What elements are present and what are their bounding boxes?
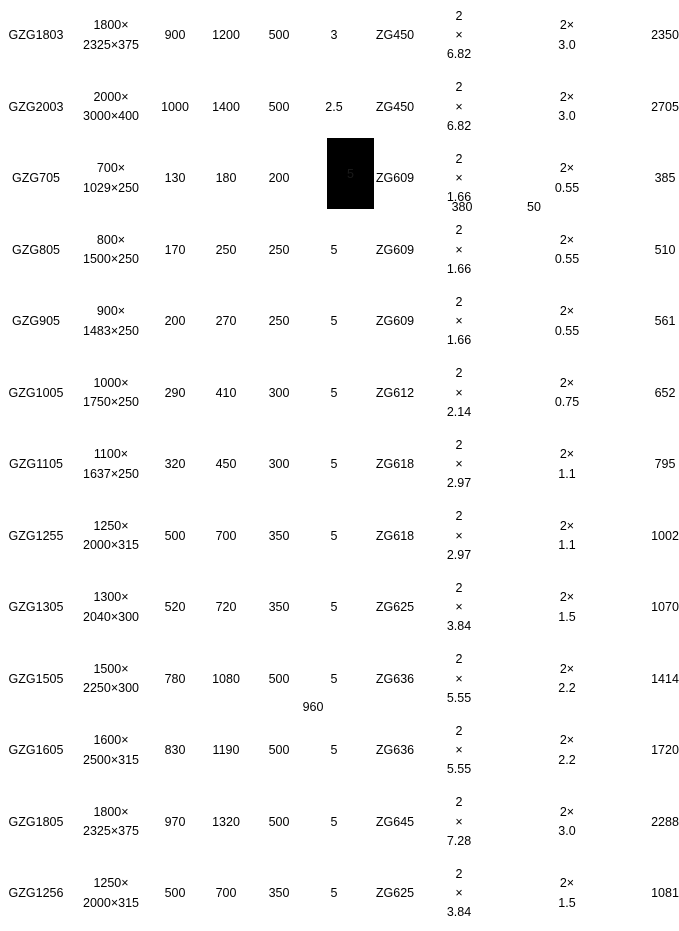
cell-current [538,215,596,287]
cell-motor-model: ZG625 [375,886,415,901]
cell-blank [596,143,641,215]
cell-motor-model: ZG618 [375,528,415,543]
cell-motor-model: ZG645 [375,814,415,829]
size-line-1: 1500× [93,661,129,676]
cell-power [428,644,490,716]
size-line-2: 2000×315 [83,895,139,910]
table-row [0,429,679,501]
cell-capacity-a: 290 [164,385,186,400]
cell-motor-model: ZG609 [375,242,415,257]
power-top: 2 [455,866,463,881]
power-mid: × [455,528,463,543]
cell-model: GZG1105 [9,457,63,472]
power-bottom: 3.84 [446,619,472,634]
cell-motor-model: ZG450 [375,99,415,114]
cell-power [428,858,490,930]
cell-amplitude: 5 [330,385,338,400]
power-top: 2 [455,8,463,23]
size-line-2: 2000×315 [83,538,139,553]
cell-weight: 1081 [651,886,679,901]
cell-capacity-b: 720 [215,600,237,615]
current-top: 2× [559,590,575,605]
cell-capacity-b: 1400 [212,99,240,114]
power-mid: × [455,743,463,758]
cell-size [72,358,150,430]
current-top: 2× [559,89,575,104]
cell-extra [490,787,538,859]
table-row [0,72,679,144]
power-mid: × [455,314,463,329]
cell-extra [490,72,538,144]
current-bottom: 3.0 [558,109,576,124]
cell-model: GZG705 [12,171,60,186]
cell-current [538,787,596,859]
cell-weight: 1414 [651,671,679,686]
current-bottom: 0.55 [554,323,580,338]
cell-power [428,72,490,144]
cell-size [72,0,150,72]
cell-power [428,358,490,430]
cell-motor-model: ZG636 [375,743,415,758]
cell-blank [596,358,641,430]
size-line-2: 1029×250 [83,180,139,195]
power-bottom: 5.55 [446,690,472,705]
cell-blank [596,501,641,573]
cell-model: GZG1256 [8,886,64,901]
cell-current [538,858,596,930]
cell-capacity-a: 130 [164,171,186,186]
cell-feed-size: 350 [268,886,290,901]
merged-value-50: 50 [527,200,541,214]
size-line-1: 1800× [93,804,129,819]
cell-capacity-a: 970 [164,814,186,829]
power-top: 2 [455,437,463,452]
cell-current [538,72,596,144]
power-bottom: 2.14 [446,404,472,419]
table-row [0,501,679,573]
cell-capacity-b: 700 [215,886,237,901]
cell-feed-size: 500 [268,814,290,829]
cell-extra [490,501,538,573]
cell-feed-size: 250 [268,314,290,329]
cell-model: GZG1803 [8,28,64,43]
cell-model: GZG1255 [8,528,64,543]
power-bottom: 7.28 [446,833,472,848]
table-row [0,0,679,72]
cell-power [428,429,490,501]
size-line-2: 2325×375 [83,824,139,839]
power-bottom: 3.84 [446,905,472,920]
size-line-1: 800× [96,232,126,247]
cell-power [428,715,490,787]
cell-feed-size: 250 [268,242,290,257]
cell-extra [490,429,538,501]
power-bottom: 6.82 [446,118,472,133]
size-line-1: 700× [96,161,126,176]
cell-extra [490,215,538,287]
cell-current [538,715,596,787]
cell-feed-size: 300 [268,457,290,472]
table-row [0,286,679,358]
cell-model: GZG1605 [8,743,64,758]
cell-amplitude: 5 [330,528,338,543]
cell-size [72,715,150,787]
cell-feed-size: 350 [268,600,290,615]
cell-blank [596,644,641,716]
current-bottom: 0.55 [554,252,580,267]
cell-feed-size: 300 [268,385,290,400]
cell-model: GZG905 [12,314,60,329]
table-row [0,715,679,787]
cell-capacity-a: 500 [164,886,186,901]
cell-blank [596,72,641,144]
current-bottom: 0.75 [554,395,580,410]
cell-current [538,644,596,716]
cell-amplitude: 5 [330,457,338,472]
cell-blank [596,572,641,644]
cell-power [428,215,490,287]
size-line-1: 1250× [93,518,129,533]
current-top: 2× [559,375,575,390]
power-top: 2 [455,223,463,238]
cell-capacity-b: 1320 [212,814,240,829]
current-bottom: 0.55 [554,180,580,195]
cell-capacity-a: 900 [164,28,186,43]
cell-current [538,501,596,573]
size-line-1: 1100× [93,447,129,462]
cell-extra [490,0,538,72]
cell-weight: 2705 [651,99,679,114]
cell-size [72,644,150,716]
cell-amplitude: 5 [330,671,338,686]
cell-feed-size: 350 [268,528,290,543]
power-top: 2 [455,294,463,309]
cell-capacity-b: 700 [215,528,237,543]
table-row [0,215,679,287]
cell-blank [596,858,641,930]
cell-model: GZG1505 [8,671,64,686]
power-top: 2 [455,795,463,810]
cell-capacity-a: 780 [164,671,186,686]
cell-capacity-b: 250 [215,242,237,257]
cell-power [428,501,490,573]
current-bottom: 2.2 [558,752,576,767]
cell-capacity-b: 1080 [212,671,240,686]
current-bottom: 1.5 [558,895,576,910]
size-line-2: 2500×315 [83,752,139,767]
cell-capacity-b: 410 [215,385,237,400]
current-bottom: 3.0 [558,824,576,839]
power-top: 2 [455,580,463,595]
size-line-1: 1800× [93,18,129,33]
cell-motor-model: ZG450 [375,28,415,43]
size-line-1: 1300× [93,590,129,605]
power-top: 2 [455,723,463,738]
cell-capacity-a: 520 [164,600,186,615]
cell-weight: 510 [654,242,676,257]
cell-amplitude: 5 [330,314,338,329]
cell-size [72,858,150,930]
size-line-2: 2250×300 [83,681,139,696]
cell-model: GZG805 [12,242,60,257]
cell-size [72,215,150,287]
cell-capacity-a: 320 [164,457,186,472]
current-bottom: 2.2 [558,681,576,696]
cell-capacity-b: 180 [215,171,237,186]
cell-feed-size: 200 [268,171,290,186]
cell-weight: 1720 [651,743,679,758]
current-bottom: 1.1 [558,538,576,553]
power-bottom: 1.66 [446,261,472,276]
cell-current [538,429,596,501]
cell-capacity-b: 270 [215,314,237,329]
current-bottom: 3.0 [558,37,576,52]
size-line-2: 1637×250 [83,466,139,481]
cell-model: GZG1805 [8,814,64,829]
size-line-2: 3000×400 [83,109,139,124]
cell-motor-model: ZG609 [375,314,415,329]
cell-size [72,787,150,859]
table-row [0,358,679,430]
cell-capacity-b: 1200 [212,28,240,43]
current-bottom: 1.1 [558,466,576,481]
merged-value-380: 380 [451,200,473,214]
table-row [0,644,679,716]
power-bottom: 6.82 [446,47,472,62]
cell-motor-model: ZG625 [375,600,415,615]
power-mid: × [455,457,463,472]
current-top: 2× [559,232,575,247]
cell-power [428,0,490,72]
cell-blank [596,787,641,859]
size-line-1: 1250× [93,876,129,891]
cell-capacity-b: 450 [215,457,237,472]
cell-extra [490,358,538,430]
cell-current [538,286,596,358]
size-line-2: 1750×250 [83,395,139,410]
cell-weight: 652 [654,385,676,400]
current-top: 2× [559,161,575,176]
current-top: 2× [559,518,575,533]
cell-current [538,572,596,644]
cell-current [538,358,596,430]
cell-weight: 1002 [651,528,679,543]
cell-size [72,72,150,144]
power-mid: × [455,385,463,400]
cell-size [72,572,150,644]
size-line-1: 900× [96,304,126,319]
table-row [0,787,679,859]
current-top: 2× [559,447,575,462]
table-row [0,858,679,930]
cell-size [72,501,150,573]
redacted-cell-overlay [327,138,374,209]
size-line-1: 1000× [93,375,129,390]
cell-weight: 385 [654,171,676,186]
power-top: 2 [455,366,463,381]
cell-capacity-a: 500 [164,528,186,543]
cell-size [72,286,150,358]
cell-capacity-a: 200 [164,314,186,329]
cell-feed-size: 500 [268,743,290,758]
current-top: 2× [559,661,575,676]
power-top: 2 [455,151,463,166]
current-bottom: 1.5 [558,609,576,624]
cell-model: GZG1005 [8,385,64,400]
size-line-1: 2000× [93,89,129,104]
cell-amplitude: 5 [330,600,338,615]
power-bottom: 5.55 [446,762,472,777]
current-top: 2× [559,804,575,819]
cell-weight: 2288 [651,814,679,829]
cell-capacity-b: 1190 [212,743,240,758]
cell-size [72,429,150,501]
power-top: 2 [455,80,463,95]
size-line-2: 2040×300 [83,609,139,624]
cell-amplitude: 3 [330,28,338,43]
cell-amplitude: 5 [330,814,338,829]
cell-amplitude: 5 [330,743,338,758]
power-mid: × [455,242,463,257]
cell-motor-model: ZG612 [375,385,415,400]
cell-motor-model: ZG636 [375,671,415,686]
cell-weight: 561 [654,314,676,329]
cell-weight: 1070 [651,600,679,615]
power-mid: × [455,886,463,901]
cell-motor-model: ZG618 [375,457,415,472]
cell-feed-size: 500 [268,28,290,43]
size-line-2: 2325×375 [83,37,139,52]
table-row [0,572,679,644]
cell-amplitude: 5 [330,886,338,901]
cell-blank [596,715,641,787]
power-top: 2 [455,652,463,667]
cell-capacity-a: 1000 [161,99,189,114]
cell-amplitude: 5 [330,242,338,257]
merged-value-960: 960 [302,700,324,714]
current-top: 2× [559,876,575,891]
power-bottom: 1.66 [446,333,472,348]
power-mid: × [455,814,463,829]
power-bottom: 2.97 [446,476,472,491]
cell-blank [596,286,641,358]
cell-model: GZG1305 [8,600,64,615]
cell-capacity-a: 170 [164,242,186,257]
cell-amplitude: 2.5 [325,99,343,114]
current-top: 2× [559,733,575,748]
cell-extra [490,572,538,644]
current-top: 2× [559,304,575,319]
size-line-2: 1483×250 [83,323,139,338]
cell-capacity-a: 830 [164,743,186,758]
cell-power [428,787,490,859]
cell-blank [596,0,641,72]
power-mid: × [455,600,463,615]
power-top: 2 [455,509,463,524]
power-mid: × [455,671,463,686]
power-bottom: 1.66 [446,190,472,205]
cell-weight: 2350 [651,28,679,43]
power-mid: × [455,171,463,186]
cell-weight: 795 [654,457,676,472]
cell-blank [596,215,641,287]
cell-extra [490,715,538,787]
power-bottom: 2.97 [446,547,472,562]
cell-extra [490,644,538,716]
cell-model: GZG2003 [8,99,64,114]
cell-feed-size: 500 [268,99,290,114]
size-line-2: 1500×250 [83,252,139,267]
size-line-1: 1600× [93,733,129,748]
current-top: 2× [559,18,575,33]
cell-size [72,143,150,215]
cell-feed-size: 500 [268,671,290,686]
cell-power [428,572,490,644]
power-mid: × [455,99,463,114]
cell-power [428,286,490,358]
redacted-cell-value: 5 [347,166,354,181]
power-mid: × [455,28,463,43]
cell-motor-model: ZG609 [375,171,415,186]
cell-blank [596,429,641,501]
cell-current [538,0,596,72]
cell-extra [490,286,538,358]
cell-extra [490,858,538,930]
